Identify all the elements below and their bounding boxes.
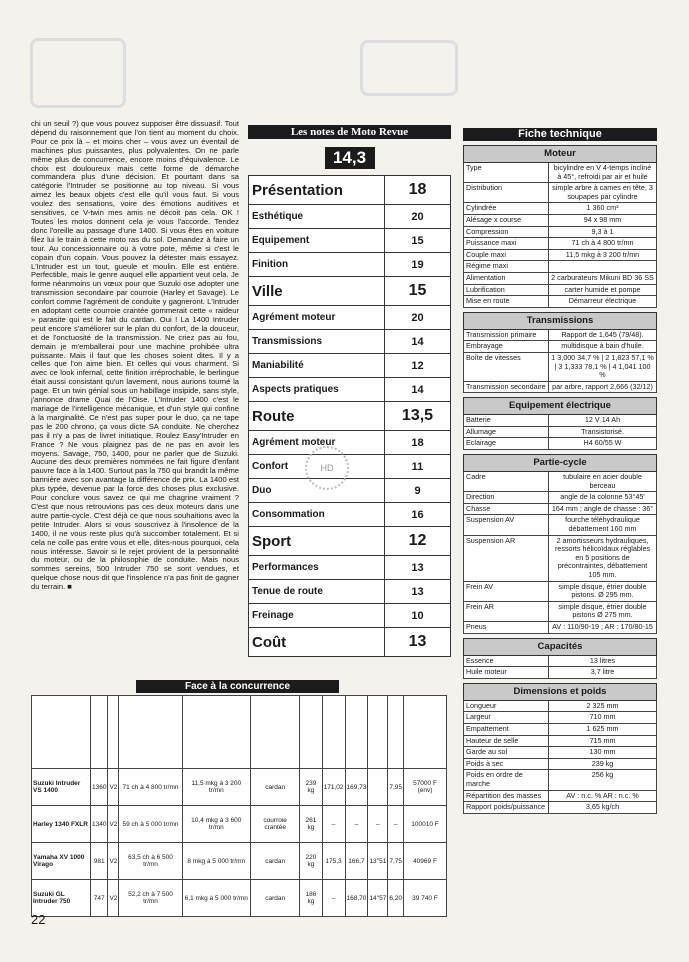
fiche-row	[463, 273, 657, 285]
table-cell: 40969 F	[404, 843, 447, 880]
fiche-row	[463, 747, 657, 759]
table-row	[32, 806, 447, 843]
note-label: Présentation	[249, 176, 385, 204]
fiche-key: Huile moteur	[464, 667, 549, 678]
global-score: 14,3	[325, 147, 375, 169]
note-label: Esthétique	[249, 205, 385, 228]
fiche-row	[463, 238, 657, 250]
table-cell	[368, 769, 388, 806]
fiche-key: Batterie	[464, 415, 549, 426]
note-value: 18	[408, 181, 427, 198]
note-row	[248, 580, 451, 604]
fiche-value: AV : n.c. % AR : n.c. %	[566, 790, 639, 800]
notes-title: Les notes de Moto Revue	[248, 125, 451, 139]
note-row	[248, 455, 451, 479]
fiche-value: 3,7 litre	[590, 667, 615, 677]
table-cell: cardan	[251, 843, 300, 880]
fiche-value: 256 kg	[591, 770, 614, 780]
note-value: 15	[411, 234, 424, 247]
table-cell: 13''51	[368, 843, 388, 880]
table-cell: cardan	[251, 769, 300, 806]
fiche-key: Cylindrée	[464, 203, 549, 214]
fiche-value: 1 625 mm	[586, 723, 619, 733]
fiche-value: fourche téléhydraulique débattement 160 mm	[565, 515, 640, 534]
note-label: Tenue de route	[249, 580, 385, 603]
fiche-key: Direction	[464, 492, 549, 503]
fiche-value: 9,3 à 1	[591, 226, 614, 236]
note-label: Route	[249, 402, 385, 430]
table-cell: 52,2 ch à 7 500 tr/mn	[119, 880, 182, 917]
watermark-stamp: HD	[305, 446, 349, 490]
table-cell: 11,5 mkg à 3 200 tr/mn	[182, 769, 250, 806]
table-cell: 7,95	[388, 769, 404, 806]
fiche-section-title: Transmissions	[463, 312, 657, 330]
concurrence-title: Face à la concurrence	[136, 680, 339, 693]
table-cell: 186 kg	[300, 880, 322, 917]
fiche-key: Frein AV	[464, 582, 549, 601]
fiche-value: 2 325 mm	[586, 700, 619, 710]
note-row	[248, 277, 451, 306]
table-cell: cardan	[251, 880, 300, 917]
fiche-key: Répartition des masses	[464, 791, 549, 802]
fiche-value: 715 mm	[589, 735, 616, 745]
note-row	[248, 229, 451, 253]
fiche-row	[463, 261, 657, 273]
table-cell: –	[322, 880, 345, 917]
note-row	[248, 306, 451, 330]
fiche-value: Rapport de 1,645 (79/48).	[561, 329, 644, 339]
table-cell: V2	[108, 843, 119, 880]
table-cell: 166,7	[345, 843, 368, 880]
note-row	[248, 431, 451, 455]
fiche-key: Poids en ordre de marche	[464, 770, 549, 789]
article-text	[31, 120, 239, 592]
fiche-key: Cadre	[464, 472, 549, 491]
fiche-row	[463, 791, 657, 803]
fiche-row	[463, 285, 657, 297]
fiche-section-title: Dimensions et poids	[463, 683, 657, 701]
table-cell: 6,1 mkg à 5 000 tr/mn	[182, 880, 250, 917]
note-row	[248, 330, 451, 354]
fiche-key: Boîte de vitesses	[464, 353, 549, 381]
note-label: Equipement	[249, 229, 385, 252]
note-value: 13,5	[401, 407, 434, 424]
fiche-value: 164 mm ; angle de chasse : 36°	[551, 503, 654, 513]
fiche-key: Empattement	[464, 724, 549, 735]
table-cell: Harley 1340 FXLR	[32, 806, 91, 843]
note-value: 11	[411, 460, 424, 473]
note-label: Maniabilité	[249, 354, 385, 377]
notes-panel	[248, 125, 451, 657]
fiche-row	[463, 341, 657, 353]
fiche-row	[463, 504, 657, 516]
fiche-value: 2 amortisseurs hydrauliques, ressorts hélicoïdaux réglables en 5 positions de précontraintes, débattement 105 mm.	[554, 535, 651, 579]
table-cell: 14''57	[368, 880, 388, 917]
fiche-value: par arbre, rapport 2,666 (32/12)	[552, 381, 653, 391]
note-value: 15	[408, 282, 427, 299]
fiche-row	[463, 203, 657, 215]
fiche-key: Couple maxi	[464, 250, 549, 261]
table-cell: 169,73	[345, 769, 368, 806]
fiche-key: Rapport poids/puissance	[464, 802, 549, 813]
fiche-row	[463, 656, 657, 668]
fiche-value: simple disque, étrier double pistons. Ø 295 mm.	[558, 581, 647, 600]
note-value: 10	[411, 609, 424, 622]
table-cell: 1360	[91, 769, 108, 806]
table-cell: 71 ch à 4 800 tr/mn	[119, 769, 182, 806]
table-cell: 175,3	[322, 843, 345, 880]
fiche-row	[463, 536, 657, 582]
note-row	[248, 205, 451, 229]
fiche-value: 13 litres	[589, 655, 616, 665]
fiche-row	[463, 215, 657, 227]
note-row	[248, 503, 451, 527]
fiche-row	[463, 712, 657, 724]
note-value: 20	[411, 210, 424, 223]
fiche-value: multidisque à bain d'huile.	[561, 341, 644, 351]
fiche-key: Puissance maxi	[464, 238, 549, 249]
note-row	[248, 175, 451, 205]
fiche-row	[463, 427, 657, 439]
fiche-row	[463, 183, 657, 203]
fiche-value: simple arbre à cames en tête, 3 soupapes par cylindre	[552, 183, 653, 201]
fiche-row	[463, 438, 657, 450]
table-cell: –	[345, 806, 368, 843]
fiche-key: Eclairage	[464, 438, 549, 449]
fiche-row	[463, 472, 657, 492]
note-label: Aspects pratiques	[249, 378, 385, 401]
fiche-value: H4 60/55 W	[583, 438, 622, 448]
fiche-value: 11,5 mkg à 3 200 tr/mn	[565, 249, 640, 259]
fiche-section-title: Partie-cycle	[463, 454, 657, 472]
table-cell: 168,70	[345, 880, 368, 917]
note-row	[248, 628, 451, 657]
fiche-row	[463, 382, 657, 394]
fiche-key: Suspension AR	[464, 536, 549, 581]
fiche-row	[463, 701, 657, 713]
note-label: Coût	[249, 628, 385, 656]
fiche-key: Embrayage	[464, 341, 549, 352]
note-value: 16	[411, 508, 424, 521]
fiche-key: Alésage x course	[464, 215, 549, 226]
fiche-value: 1 360 cm³	[586, 203, 619, 213]
fiche-row	[463, 602, 657, 622]
fiche-row	[463, 227, 657, 239]
note-label: Transmissions	[249, 330, 385, 353]
fiche-value: angle de la colonne 53°45'	[560, 492, 645, 502]
table-cell: 6,20	[388, 880, 404, 917]
table-cell: 1340	[91, 806, 108, 843]
fiche-key: Alimentation	[464, 273, 549, 284]
note-row	[248, 253, 451, 277]
note-label: Consommation	[249, 503, 385, 526]
fiche-row	[463, 582, 657, 602]
fiche-title: Fiche technique	[463, 128, 657, 141]
fiche-row	[463, 163, 657, 183]
fiche-value: simple disque, étrier double pistons Ø 275 mm.	[558, 601, 647, 620]
fiche-row	[463, 415, 657, 427]
note-row	[248, 479, 451, 503]
note-row	[248, 354, 451, 378]
decorative-logo-2	[360, 40, 458, 96]
note-value: 19	[411, 258, 424, 271]
fiche-key: Chasse	[464, 504, 549, 515]
fiche-row	[463, 667, 657, 679]
table-cell: –	[388, 806, 404, 843]
table-cell: 261 kg	[300, 806, 322, 843]
fiche-row	[463, 330, 657, 342]
note-label: Confort	[249, 455, 385, 478]
note-label: Agrément moteur	[249, 306, 385, 329]
table-cell: 39 740 F	[404, 880, 447, 917]
table-cell: V2	[108, 806, 119, 843]
fiche-row	[463, 736, 657, 748]
fiche-row	[463, 296, 657, 308]
table-cell: –	[322, 806, 345, 843]
table-cell: V2	[108, 769, 119, 806]
fiche-row	[463, 250, 657, 262]
note-value: 18	[411, 436, 424, 449]
table-cell: 7,75	[388, 843, 404, 880]
table-cell: 8 mkg à 5 000 tr/mn	[182, 843, 250, 880]
fiche-row	[463, 770, 657, 790]
fiche-row	[463, 759, 657, 771]
fiche-key: Frein AR	[464, 602, 549, 621]
note-label: Duo	[249, 479, 385, 502]
note-label: Sport	[249, 527, 385, 555]
note-value: 9	[414, 484, 421, 497]
table-cell: 57000 F (env)	[404, 769, 447, 806]
fiche-value: 2 carburateurs Mikuni BD 36 SS	[551, 272, 654, 282]
fiche-key: Transmission secondaire	[464, 382, 549, 393]
fiche-value: bicylindre en V 4-temps incliné à 45°, refroidi par air et huile	[553, 163, 652, 181]
fiche-key: Essence	[464, 656, 549, 667]
fiche-key: Garde au sol	[464, 747, 549, 758]
fiche-value: 1 3,000 34,7 % | 2 1,823 57,1 % | 3 1,333 78,1 % | 4 1,041 100 %	[551, 352, 654, 380]
note-row	[248, 527, 451, 556]
note-row	[248, 378, 451, 402]
table-cell: –	[368, 806, 388, 843]
fiche-key: Distribution	[464, 183, 549, 202]
fiche-key: Longueur	[464, 701, 549, 712]
note-value: 13	[411, 585, 424, 598]
fiche-value: 239 kg	[591, 758, 614, 768]
fiche-key: Lubrification	[464, 285, 549, 296]
fiche-row	[463, 802, 657, 814]
table-row	[32, 843, 447, 880]
note-label: Agrément moteur	[249, 431, 385, 454]
fiche-row	[463, 515, 657, 535]
fiche-key: Suspension AV	[464, 515, 549, 534]
table-row	[32, 880, 447, 917]
fiche-key: Régime maxi	[464, 261, 549, 272]
fiche-row	[463, 622, 657, 634]
table-cell: 171,02	[322, 769, 345, 806]
page-number: 22	[31, 912, 46, 927]
fiche-value: tubulaire en acier double berceau	[563, 472, 642, 490]
note-row	[248, 402, 451, 431]
fiche-value: 130 mm	[589, 747, 616, 757]
concurrence-table	[31, 680, 447, 917]
fiche-key: Poids à sec	[464, 759, 549, 770]
fiche-technique	[463, 128, 657, 814]
note-value: 13	[408, 633, 427, 650]
fiche-row	[463, 492, 657, 504]
note-value: 14	[411, 383, 424, 396]
note-row	[248, 604, 451, 628]
fiche-key: Hauteur de selle	[464, 736, 549, 747]
fiche-value: 710 mm	[589, 712, 616, 722]
note-value: 20	[411, 311, 424, 324]
fiche-value: Transistorisé.	[581, 426, 624, 436]
fiche-key: Mise en route	[464, 296, 549, 307]
note-label: Finition	[249, 253, 385, 276]
table-cell: Suzuki Intruder VS 1400	[32, 769, 91, 806]
fiche-value: Démarreur électrique	[568, 296, 637, 306]
table-cell: V2	[108, 880, 119, 917]
table-cell: 239 kg	[300, 769, 322, 806]
fiche-value: 3,65 kg/ch	[585, 802, 620, 812]
note-value: 12	[408, 532, 427, 549]
fiche-value: 71 ch à 4 800 tr/mn	[571, 238, 634, 248]
table-cell: 59 ch à 5 000 tr/mn	[119, 806, 182, 843]
fiche-value: carter humide et pompe	[564, 284, 641, 294]
fiche-row	[463, 353, 657, 382]
note-label: Ville	[249, 277, 385, 305]
fiche-value	[549, 261, 656, 272]
fiche-value: 12 V 14 Ah	[584, 415, 621, 425]
table-cell: Suzuki GL Intruder 750	[32, 880, 91, 917]
table-cell: Yamaha XV 1000 Virago	[32, 843, 91, 880]
note-label: Performances	[249, 556, 385, 579]
table-cell: 981	[91, 843, 108, 880]
fiche-section-title: Capacités	[463, 638, 657, 656]
table-cell: 63,5 ch à 6 500 tr/mn	[119, 843, 182, 880]
table-cell: 10,4 mkg à 3 600 tr/mn	[182, 806, 250, 843]
article-paragraph: chi un seuil ?) que vous pouvez supposer être dissuasif. Tout dépend du raisonnement que l'on tient au moment du choix. Pour ce prix là – et moins cher – vous avez un éventail de machines plus puissantes, plus polyvalentes. On ne parle même plus de concurrence, encore moins d'équivalence. Le choix est douloureux mais cette forme de démarche commandera plus d'une décision. Et pourtant dans sa catégorie l'Intruder se positionne au top niveau. Si vous aimez les beaux objets c'est elle qu'il vous faut. Si vous voulez des sensations, voire des émotions auditives et sensitives, ce V-twin mes amis ne décoit pas cela. OK ! Toutes les motos donnent cela je vous l'accorde. Tendez donc l'oreille au passage d'une 1400. Si vous êtes en voiture filez lui le train à cette moto ras du sol. Demandez à faire un tour. Au concessionnaire ou à votre pote, même si c'est le copain d'un copain. Vous pouvez la détester mais essayez. L'Intruder est un tout, gueule et moulin. Elle est entière. Perfectible, mais le genre auquel elle appartient veut cela. Je forme néanmoins un vœux pour que Suzuki ose adopter une transmission secondaire par courroie (Harley et Savage). Le confort comme l'agrément de conduite y gagneront. L'Intruder en adoptant cette courroie crantée gommerait cette « raideur » parasite qui est le fait du cardan. Oui ! La 1400 Intruder peut encore s'améliorer sur le plan du confort, de la douceur, et de l'onctuosité de la transmission. Ne criez pas au fou, demain je m'emballerai pour une machine prohibée ultra puissante. Mais il faut que les choses soient dites. Il y a celles que l'on aime bien. Et celles qui vous charment. Si avec ce look infernal, cette finition irréprochable, le berlingue était aussi consistant qu'un lavement, nous aurions tourné la page. Et un twin génial sous un habillage insipide, sans style, j'annonce drame Quai de l'Oise. L'Intruder 1400 c'est le mariage de l'intelligence mécanique, et d'un style qui confine à la marginalité. Ce n'est pas super pour le duo, ça ne tape pas le 200 chrono, ça vous dicte SA conduite. Ne cherchez pas il n'y a pas de livret initiatique. Roulez Easy'Intruder en France ? Ne vous plaignez pas de ne pas en avoir les moyens. Savage, 750, 1400, pour ne parler que de Suzuki. Aucune des deux premières nommées ne fait figure d'enfant pauvre face à la 1400. Surtout pas la 750 qui brandit la même bannière avec son avantage la différence de prix. La 1400 est plus typée, devenue par la force des choses plus exclusive. Pour conclure vous savez ce qui me chagrine vraiment ? C'est que nous retrouvions pas ces deux moteurs dans une autre partie-cycle. C'est déjà ce que nous souhaitions avec la petite Intruder. Alors si vous souscrivez à l'insolence de la 1400, il ne vous reste plus qu'à succomber totalement. Et si cela ne colle pas entre vous et elle, dites-nous pourquoi, cela nous intéresse. Savoir si le rejet provient de la personnalité du moteur, ou de la philosophie de conduite. Mais nous sommes sereins, 500 Intruder 750 se sont vendues, et quelque chose nous dit que l'insolence n'a pas finit de gagner du terrain. ■	[31, 119, 239, 592]
note-value: 12	[411, 359, 424, 372]
decorative-logo	[30, 38, 126, 108]
table-cell: 100010 F	[404, 806, 447, 843]
table-row	[32, 769, 447, 806]
fiche-key: Transmission primaire	[464, 330, 549, 341]
fiche-key: Type	[464, 163, 549, 182]
note-value: 13	[411, 561, 424, 574]
table-cell: 220 kg	[300, 843, 322, 880]
note-value: 14	[411, 335, 424, 348]
fiche-value: AV : 110/90-19 ; AR : 170/80-15	[552, 621, 653, 631]
table-cell: 747	[91, 880, 108, 917]
fiche-key: Compression	[464, 227, 549, 238]
fiche-row	[463, 724, 657, 736]
fiche-value: 94 x 98 mm	[583, 214, 622, 224]
fiche-section-title: Moteur	[463, 145, 657, 163]
fiche-section-title: Equipement électrique	[463, 397, 657, 415]
fiche-key: Allumage	[464, 427, 549, 438]
note-row	[248, 556, 451, 580]
note-label: Freinage	[249, 604, 385, 627]
table-cell: courroie crantée	[251, 806, 300, 843]
fiche-key: Largeur	[464, 712, 549, 723]
fiche-key: Pneus	[464, 622, 549, 633]
